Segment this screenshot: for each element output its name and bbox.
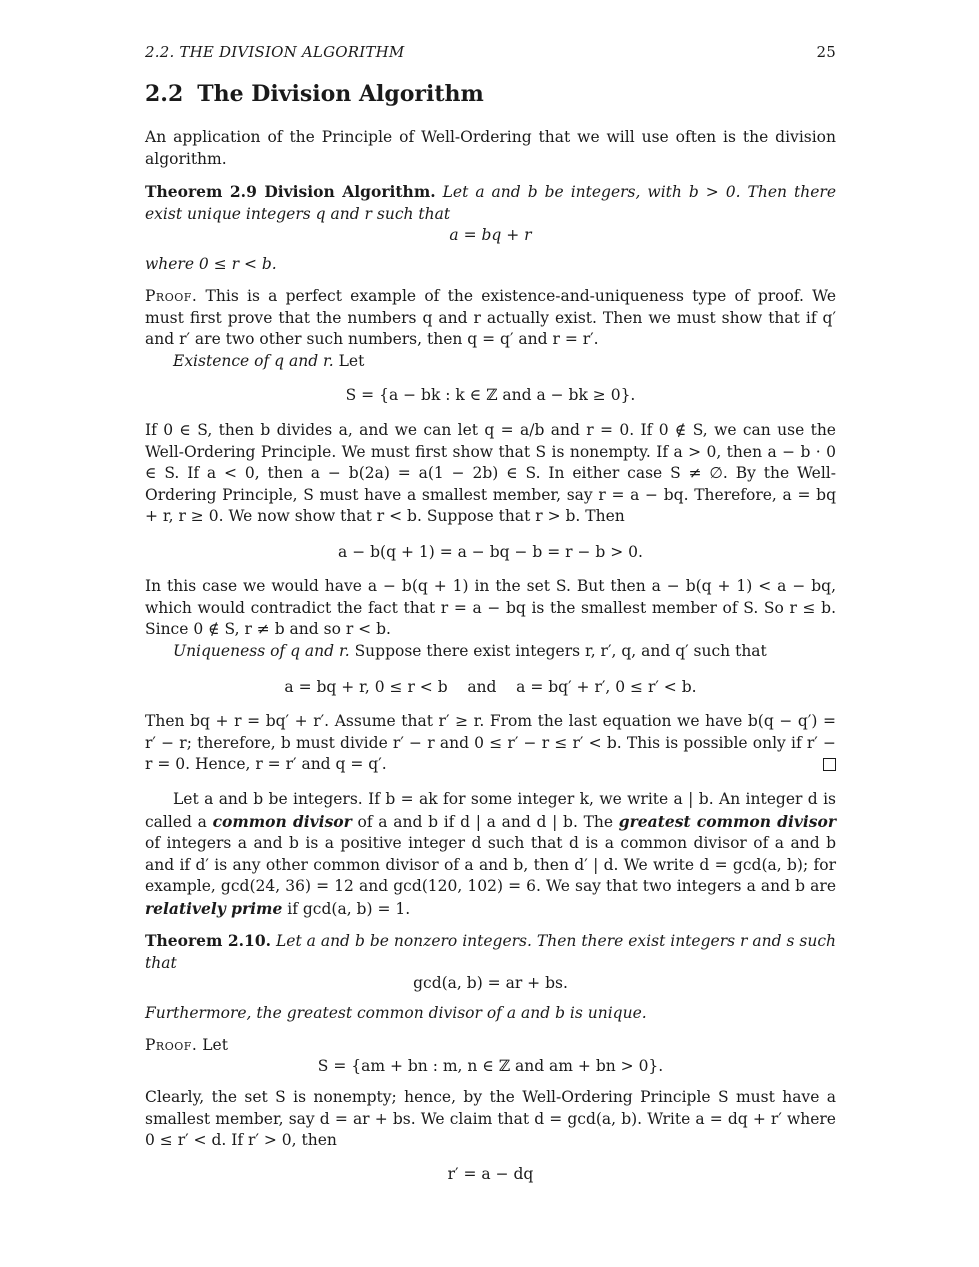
- term-greatest-common-divisor: greatest common divisor: [618, 811, 836, 831]
- term-common-divisor: common divisor: [212, 811, 352, 831]
- uniqueness-label: Uniqueness of q and r.: [173, 642, 350, 660]
- theorem-statement: Let a and b be integers, with b > 0. Then there exist unique integers q and r such that: [145, 183, 836, 223]
- proof-2-paragraph-2: Clearly, the set S is nonempty; hence, by the Well-Ordering Principle S must have a smallest member, say d = ar + bs. We claim that d = gcd(a, b). Write a = dq + r′ where 0 ≤ r′ < d. If r′ > 0, then: [145, 1088, 836, 1149]
- term-relatively-prime: relatively prime: [145, 898, 283, 918]
- uniqueness-paragraph: [145, 641, 836, 663]
- theorem-statement: Let a and b be nonzero integers. Then there exist integers r and s such that: [145, 932, 836, 972]
- proof-text: This is a perfect example of the existence-and-uniqueness type of proof. We must first prove that the numbers q and r actually exist. Then we must show that if q′ and r′ are two other such numbers, then q = q′ and r = r′.: [145, 287, 836, 348]
- gcd-text-1: Let a and b be integers. If b = ak for some integer k, we write a | b. An integer d is called a: [145, 790, 836, 831]
- section-title: The Division Algorithm: [197, 81, 484, 107]
- uniqueness-text: Suppose there exist integers r, r′, q, and q′ such that: [354, 642, 767, 660]
- existence-paragraph: [145, 351, 836, 373]
- gcd-text-2: of a and b if d | a and d | b. The: [351, 812, 619, 831]
- page-number: 25: [816, 43, 836, 61]
- display-equation: a − b(q + 1) = a − bq − b = r − b > 0.: [338, 543, 643, 561]
- display-equation-2: a = bq + r, 0 ≤ r < b and a = bq′ + r′, 0 ≤ r′ < b.: [284, 678, 697, 696]
- proof-paragraph-2: If 0 ∈ S, then b divides a, and we can let q = a/b and r = 0. If 0 ∉ S, we can use the Well-Ordering Principle. We must first show that S is nonempty. If a > 0, then a − b · 0 ∈ S. If a < 0, then a − b(2a) = a(1 − 2b) ∈ S. In either case S ≠ ∅. By the Well-Ordering Principle, S must have a smallest member, say r = a − bq. Therefore, a = bq + r, r ≥ 0. We now show that r < b. Suppose that r > b. Then: [145, 421, 836, 525]
- proof-label: Proof.: [145, 1036, 198, 1054]
- running-title: 2.2. THE DIVISION ALGORITHM: [145, 43, 405, 61]
- theorem-2-9: [145, 181, 836, 225]
- gcd-text-3: of integers a and b is a positive integer d such that d is a common divisor of a and b and if d′ is any other common divisor of a and b, then d′ | d. We write d = gcd(a, b); for example, gcd(24, 36) = 12 and gcd(120, 102) = 6. We say that two integers a and b are: [145, 834, 836, 895]
- gcd-text-4: if gcd(a, b) = 1.: [282, 899, 411, 918]
- theorem-furthermore: Furthermore, the greatest common divisor of a and b is unique.: [145, 1004, 647, 1022]
- theorem-2-10: [145, 930, 836, 974]
- set-definition: S = {a − bk : k ∈ ℤ and a − bk ≥ 0}.: [345, 386, 636, 404]
- running-header: [145, 42, 836, 64]
- section-number: 2.2: [145, 81, 184, 107]
- theorem-label: Theorem 2.10.: [145, 931, 272, 950]
- display-equation-3: r′ = a − dq: [447, 1165, 534, 1183]
- section-heading: [145, 81, 484, 107]
- proof-paragraph: [145, 286, 836, 351]
- existence-label: Existence of q and r.: [173, 352, 334, 370]
- proof-paragraph-4: Then bq + r = bq′ + r′. Assume that r′ ≥ r. From the last equation we have b(q − q′) = r′ − r; therefore, b must divide r′ − r and 0 ≤ r′ − r ≤ r′ < b. This is possible only if r′ − r = 0. Hence, r = r′ and q = q′.: [145, 712, 836, 773]
- theorem-equation: a = bq + r: [449, 226, 532, 244]
- proof-2-paragraph: [145, 1035, 836, 1057]
- proof-paragraph-3: In this case we would have a − b(q + 1) in the set S. But then a − b(q + 1) < a − bq, which would contradict the fact that r = a − bq is the smallest member of S. So r ≤ b. Since 0 ∉ S, r ≠ b and so r < b.: [145, 577, 836, 638]
- theorem-condition: where 0 ≤ r < b.: [145, 255, 277, 273]
- gcd-definition-paragraph: [145, 789, 836, 920]
- set-definition-2: S = {am + bn : m, n ∈ ℤ and am + bn > 0}.: [317, 1057, 664, 1075]
- theorem-equation: gcd(a, b) = ar + bs.: [413, 974, 568, 992]
- proof-text: Let: [202, 1036, 228, 1054]
- theorem-label: Theorem 2.9 Division Algorithm.: [145, 182, 436, 201]
- intro-paragraph: An application of the Principle of Well-Ordering that we will use often is the division algorithm.: [145, 128, 836, 168]
- existence-text: Let: [338, 352, 365, 370]
- proof-label: Proof.: [145, 287, 198, 305]
- qed-square-icon: [823, 758, 836, 771]
